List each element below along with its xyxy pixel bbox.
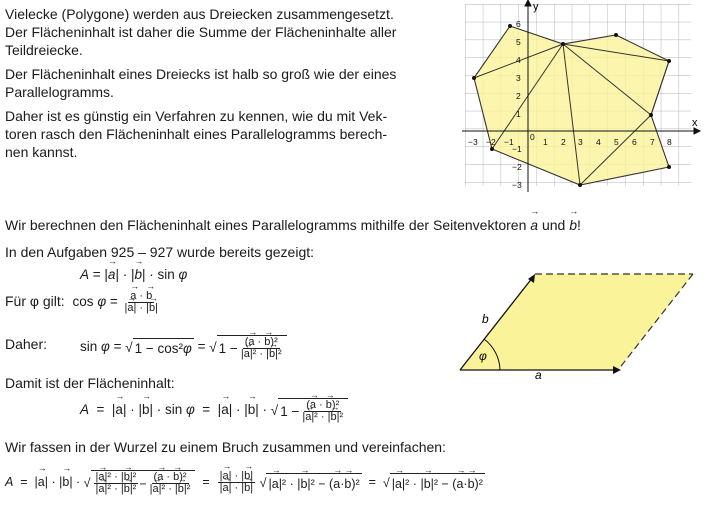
vector-b: b → [569,216,577,234]
tasks-sentence: In den Aufgaben 925 – 927 wurde bereits gezeigt: [5,244,315,260]
formula-sin: sin φ = √ 1 − cos² φ = √ 1 − $\frac{\text{(a → · b →)²}}{\text{|a →|² · |b →|²}}$ [80,335,287,360]
intro-sentence-text: Wir berechnen den Flächeninhalt eines Parallelogramms mithilfe der Seitenvektoren [5,217,527,233]
intro-line-4: Der Flächeninhalt eines Dreiecks ist halb so groß wie der eines [5,66,397,82]
x-tick: 2 [561,137,566,147]
y-axis-label: y [533,1,539,13]
formula-final: A = |a →| · |b →| · √ $\frac{\text{|a →|² · |b →|²}}{\text{|a →|² · |b →|²}}$ − $\frac{\text{(a → · b →)²}}{\text{|a →|² · |b →|²}}$ = $\frac{|a \to| \cdot |b \to|}{|a \to| \cdot |b \to|}$ √ | a → |² · | b → |² − ( a → · b → )² = √ | a → |² · | b → |² − ( a → · b → )² [5,470,485,495]
y-tick: 6 [516,19,521,29]
y-tick: −3 [512,180,522,190]
phi-label: Für φ gilt: [5,293,65,310]
formula-cos: cos φ = $\frac{a \to \cdot b \to}{|a \to| \cdot |b \to|}$ [73,294,161,309]
damit-sentence: Damit ist der Flächeninhalt: [5,375,175,391]
intro-line-7: toren rasch den Flächeninhalt eines Parallelogramms berech- [5,126,388,142]
label-a: a [535,368,542,380]
x-tick: 6 [632,137,637,147]
daher-label: Daher: [5,336,48,352]
y-tick: −2 [512,162,522,172]
formula-area-sin: A = |a →| · |b →| · sin φ [80,266,187,284]
intro-line-8: nen kannst. [5,144,78,160]
x-tick: −1 [504,137,514,147]
x-tick: 7 [650,137,655,147]
x-tick: 5 [614,137,619,147]
intro-line-2: Der Flächeninhalt ist daher die Summe der Flächeninhalte aller [5,24,397,40]
x-tick: 3 [578,137,583,147]
parallelogram-fill [460,274,693,370]
y-tick: −1 [512,144,522,154]
vector-a: a → [530,216,538,234]
x-tick: 1 [543,137,548,147]
y-axis-arrow [525,0,531,6]
intro-line-3: Teildreiecke. [5,42,83,58]
x-tick: 8 [667,137,672,147]
y-tick: 2 [516,91,521,101]
intro-line-1: Vielecke (Polygone) werden aus Dreiecken zusammengesetzt. [5,6,394,22]
y-tick: 1 [516,109,521,119]
formula-area-root: A = |a →| · |b →| · sin φ = |a →| · |b →| · √ 1 − $\frac{\text{(a → · b →)²}}{\text{|a →|² · |b →|²}}$ [80,398,348,423]
parallelogram-diagram [455,265,707,380]
fassen-sentence: Wir fassen in der Wurzel zu einem Bruch zusammen und vereinfachen: [5,439,446,455]
intro-line-5: Parallelogramms. [5,84,114,100]
phi-angle-label: φ [479,349,487,363]
label-b: b [482,312,489,326]
x-axis-label: x [692,117,698,129]
x-tick: 4 [596,137,601,147]
y-tick: 3 [516,73,521,83]
polygon-graph [460,0,707,195]
daher-row [5,335,282,360]
y-tick: 4 [516,55,521,65]
cos-row [5,291,161,314]
intro-line-6: Daher ist es günstig ein Verfahren zu kennen, wie du mit Vek- [5,108,388,124]
y-tick: 5 [516,37,521,47]
intro-sentence [5,216,581,234]
x-tick: −2 [486,137,496,147]
end-mark: ! [577,217,581,233]
x-tick: −3 [468,137,478,147]
x-tick: 0 [530,132,535,142]
and-word: und [541,217,566,233]
